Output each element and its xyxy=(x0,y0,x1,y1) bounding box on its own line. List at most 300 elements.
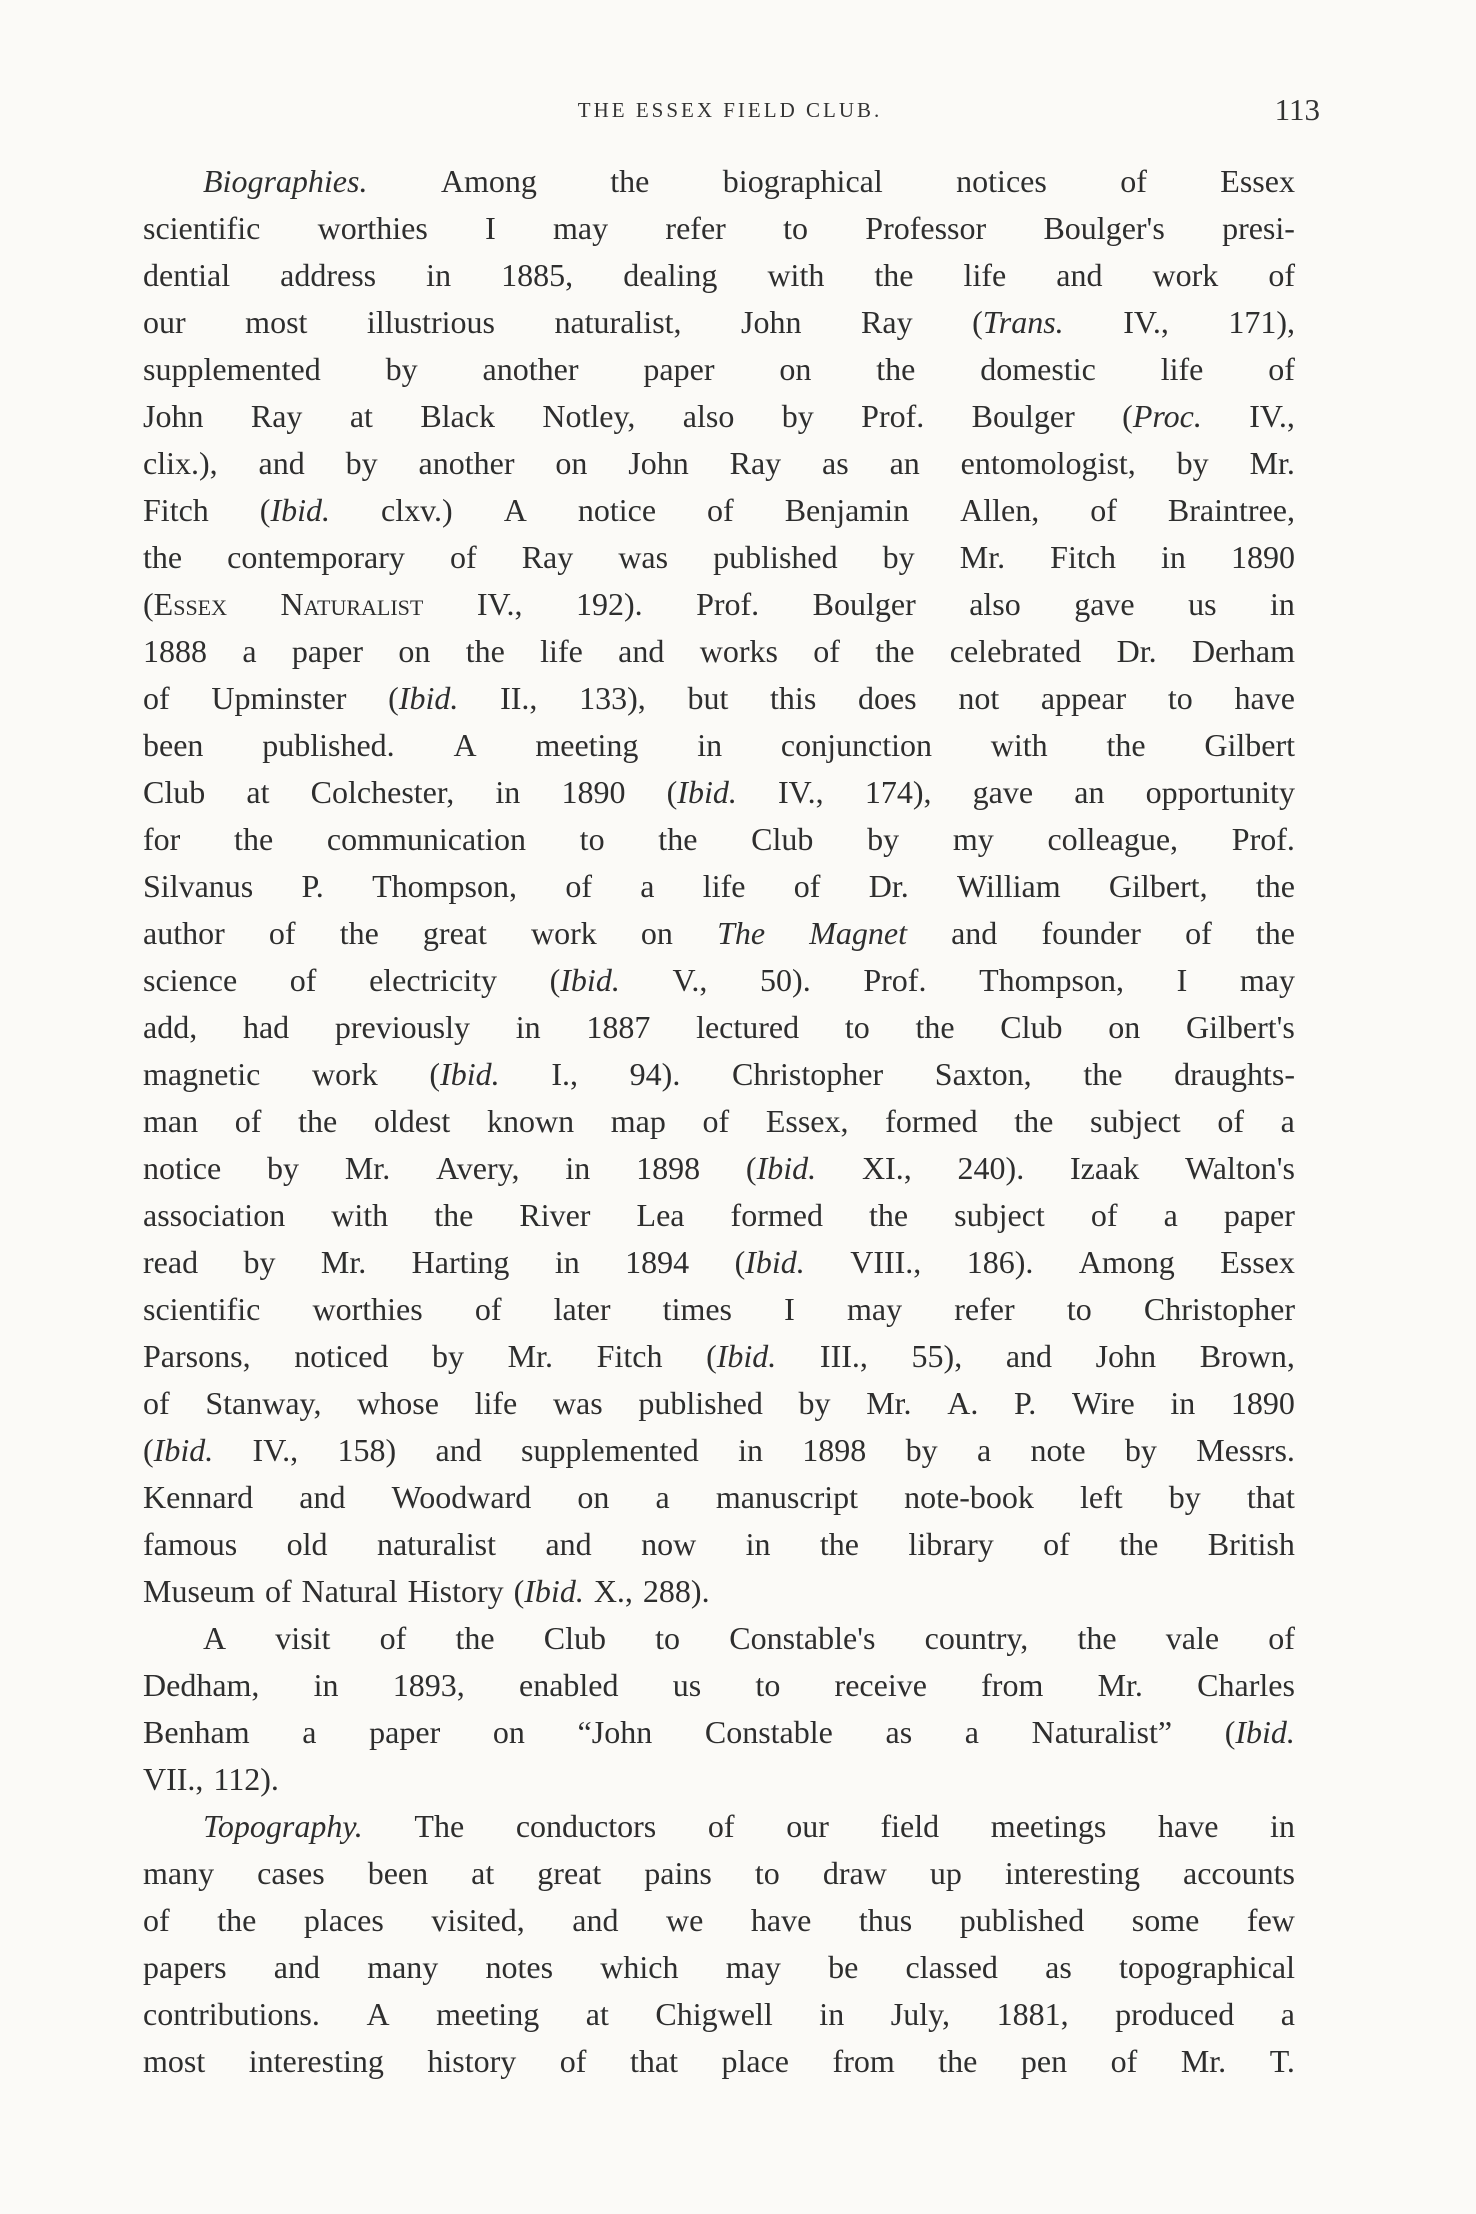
word xyxy=(374,1098,450,1145)
word xyxy=(1014,1380,1036,1427)
word-text: at xyxy=(246,774,270,810)
word-text: the xyxy=(1014,1103,1054,1139)
word-text: a xyxy=(640,868,655,904)
word xyxy=(553,205,608,252)
text-line xyxy=(143,581,1295,628)
word xyxy=(658,816,697,863)
word-text: Walton's xyxy=(1185,1150,1295,1186)
word-text: biographical xyxy=(722,163,883,199)
word xyxy=(869,1192,908,1239)
word-text: the xyxy=(1255,868,1295,904)
text-line xyxy=(143,252,1295,299)
word xyxy=(908,1521,993,1568)
word-text: paper xyxy=(291,633,363,669)
word-text: Prof. xyxy=(863,962,927,998)
word xyxy=(486,1944,554,1991)
word xyxy=(972,393,1075,440)
word-text: XI., xyxy=(861,1150,912,1186)
word-text: T. xyxy=(1269,2043,1295,2079)
word xyxy=(597,1333,663,1380)
word xyxy=(143,205,260,252)
word-text: the xyxy=(1106,727,1146,763)
word-text: author xyxy=(143,915,225,951)
word xyxy=(1158,1803,1218,1850)
word-text: by xyxy=(798,1385,831,1421)
word-text: a xyxy=(655,1479,670,1515)
word-text: in xyxy=(1161,539,1186,575)
word-text: 1890 xyxy=(1230,1385,1295,1421)
word xyxy=(1268,1615,1295,1662)
text-line xyxy=(143,1709,1295,1756)
word xyxy=(412,1239,510,1286)
word xyxy=(338,1427,397,1474)
word xyxy=(143,1568,255,1615)
word-text: many xyxy=(367,1949,439,1985)
word-text: A. xyxy=(947,1385,979,1421)
word-text: meetings xyxy=(990,1808,1107,1844)
word-text: Boulger's xyxy=(1043,210,1165,246)
word-text: notices xyxy=(956,163,1047,199)
word xyxy=(1115,1991,1234,2038)
word-text: up xyxy=(929,1855,962,1891)
word-text: on xyxy=(640,915,673,951)
text-line xyxy=(143,1944,1295,1991)
word xyxy=(833,2038,895,2085)
word-text: II., xyxy=(500,680,538,716)
word-text: great xyxy=(537,1855,602,1891)
word-text: papers xyxy=(143,1949,227,1985)
word xyxy=(420,393,495,440)
word xyxy=(859,1897,912,1944)
word xyxy=(504,487,527,534)
word-text: place xyxy=(721,2043,789,2079)
word-text: scientific xyxy=(143,210,261,246)
word-text: and xyxy=(1056,257,1103,293)
word-text: the xyxy=(298,1103,338,1139)
word-text: notes xyxy=(485,1949,554,1985)
word-text: 1888 xyxy=(143,633,207,669)
word-text: 1898 xyxy=(636,1150,701,1186)
word-text: Allen, xyxy=(960,492,1040,528)
word-text: the xyxy=(874,257,914,293)
word xyxy=(707,487,734,534)
word xyxy=(1032,1709,1172,1756)
word xyxy=(1000,1004,1062,1051)
word xyxy=(143,910,225,957)
word xyxy=(203,1803,363,1850)
word-text: V., xyxy=(672,962,708,998)
word-text: worthies xyxy=(312,1291,423,1327)
word xyxy=(1045,1944,1072,1991)
word-text: work xyxy=(311,1056,378,1092)
word-text: of xyxy=(449,539,477,575)
word xyxy=(1234,675,1294,722)
punctuation: ( xyxy=(666,774,678,810)
word-text: with xyxy=(767,257,825,293)
word xyxy=(1146,769,1295,816)
word-text: receive xyxy=(834,1667,927,1703)
word xyxy=(554,299,681,346)
word xyxy=(432,1333,464,1380)
word xyxy=(862,1145,912,1192)
word xyxy=(1043,205,1164,252)
word-text: Charles xyxy=(1197,1667,1295,1703)
word xyxy=(1047,816,1178,863)
word xyxy=(287,1521,328,1568)
word-text: our xyxy=(786,1808,829,1844)
word-text: science xyxy=(143,962,238,998)
word-text: John xyxy=(628,445,689,481)
word xyxy=(427,2038,516,2085)
word-text: was xyxy=(552,1385,603,1421)
italic-word: Ibid. xyxy=(398,680,459,716)
word-text: of xyxy=(474,1291,502,1327)
punctuation: ( xyxy=(429,1056,441,1092)
word xyxy=(760,957,811,1004)
word-text: 1881, xyxy=(996,1996,1069,2032)
word-text: subject xyxy=(1090,1103,1181,1139)
word-text: published xyxy=(638,1385,763,1421)
word xyxy=(143,2038,205,2085)
word-text: by xyxy=(1176,445,1209,481)
word xyxy=(542,393,635,440)
word-text: 158) xyxy=(337,1432,397,1468)
word-text: Upminster xyxy=(211,680,347,716)
word-text: on xyxy=(555,445,588,481)
word-text: work xyxy=(1152,257,1219,293)
word xyxy=(865,769,932,816)
word-text: many xyxy=(143,1855,215,1891)
word xyxy=(143,440,218,487)
word-text: Mr. xyxy=(344,1150,391,1186)
word xyxy=(436,1991,539,2038)
word-text: VII., xyxy=(143,1761,204,1797)
word xyxy=(1090,487,1117,534)
word xyxy=(925,1615,1029,1662)
word xyxy=(1185,910,1212,957)
word-text: and xyxy=(1005,1338,1053,1374)
word xyxy=(560,2038,587,2085)
word xyxy=(1153,252,1219,299)
word-text: a xyxy=(1280,1996,1295,2032)
word-text: 288). xyxy=(642,1573,710,1609)
word-text: gave xyxy=(972,774,1034,810)
word xyxy=(610,158,649,205)
word-text: the xyxy=(1119,1526,1159,1562)
word-text: subject xyxy=(954,1197,1045,1233)
word-text: Mr. xyxy=(866,1385,912,1421)
word-text: notice xyxy=(577,492,657,528)
word xyxy=(143,1004,197,1051)
word xyxy=(885,1709,912,1756)
word-text: pains xyxy=(644,1855,712,1891)
word xyxy=(450,534,477,581)
word xyxy=(245,299,307,346)
word-text: a xyxy=(242,633,257,669)
word xyxy=(1125,1427,1157,1474)
word xyxy=(1196,1427,1295,1474)
word-text: of xyxy=(1120,163,1147,199)
word xyxy=(731,1192,823,1239)
text-line xyxy=(143,1615,1295,1662)
word-text: for xyxy=(143,821,181,857)
word xyxy=(876,346,915,393)
word-text: was xyxy=(618,539,669,575)
word xyxy=(1090,1098,1181,1145)
word-text: the xyxy=(465,633,505,669)
word-text: John xyxy=(741,304,802,340)
word-text: 1890 xyxy=(1231,539,1295,575)
word-text: paper xyxy=(369,1714,441,1750)
word xyxy=(1270,2038,1295,2085)
word-text: of xyxy=(143,1902,170,1938)
word-text: of xyxy=(234,1103,262,1139)
word xyxy=(143,1756,203,1803)
word-text: paper xyxy=(643,351,715,387)
word xyxy=(672,957,707,1004)
word xyxy=(555,440,587,487)
word-text: this xyxy=(770,680,817,716)
word xyxy=(388,675,458,722)
word xyxy=(312,1286,422,1333)
word xyxy=(828,1944,858,1991)
word-text: our xyxy=(143,304,186,340)
word-text: by xyxy=(781,398,814,434)
word-text: I xyxy=(1176,962,1188,998)
word xyxy=(623,252,717,299)
word-text: in xyxy=(313,1667,339,1703)
word xyxy=(958,1145,1025,1192)
word xyxy=(380,1615,407,1662)
word-text: does xyxy=(857,680,917,716)
word-text: entomologist, xyxy=(960,445,1136,481)
word xyxy=(1041,675,1126,722)
word xyxy=(746,1145,816,1192)
word-text: draw xyxy=(822,1855,887,1891)
word xyxy=(453,722,476,769)
word xyxy=(419,440,515,487)
word xyxy=(304,1897,384,1944)
word-text: the xyxy=(455,1620,495,1656)
italic-word: Trans. xyxy=(982,304,1064,340)
word xyxy=(875,628,914,675)
word xyxy=(367,1944,438,1991)
word xyxy=(644,1850,712,1897)
word xyxy=(143,1286,260,1333)
word xyxy=(1177,957,1188,1004)
word xyxy=(904,1474,1034,1521)
word xyxy=(947,1380,978,1427)
word xyxy=(1077,1615,1116,1662)
word-text: Mr. xyxy=(320,1244,367,1280)
italic-word: Ibid. xyxy=(524,1573,584,1609)
word xyxy=(700,628,778,675)
text-line xyxy=(143,440,1295,487)
word xyxy=(881,1803,940,1850)
word-text: also xyxy=(969,586,1021,622)
italic-word: Ibid. xyxy=(677,774,737,810)
word xyxy=(436,1145,520,1192)
word-text: naturalist xyxy=(376,1526,497,1562)
word xyxy=(1014,1098,1053,1145)
word-text: a xyxy=(302,1714,317,1750)
word-text: A xyxy=(366,1996,390,2032)
punctuation: ( xyxy=(388,680,399,716)
word-text: by xyxy=(882,539,915,575)
word-text: clxv.) xyxy=(381,492,453,528)
word-text: 1887 xyxy=(586,1009,651,1045)
word-text: Dedham, xyxy=(143,1667,260,1703)
word-text: 1893, xyxy=(392,1667,465,1703)
word xyxy=(143,1897,170,1944)
word-text: Avery, xyxy=(436,1150,520,1186)
text-line xyxy=(143,1286,1295,1333)
word-text: life xyxy=(963,257,1007,293)
word xyxy=(1174,1051,1295,1098)
text-line xyxy=(143,1991,1295,2038)
word-text: Gilbert's xyxy=(1186,1009,1295,1045)
word-text: Mr. xyxy=(1249,445,1295,481)
word-text: in xyxy=(745,1526,771,1562)
word-text: British xyxy=(1207,1526,1295,1562)
word-text: in xyxy=(697,727,723,763)
word xyxy=(726,1944,781,1991)
word-text: may xyxy=(1239,962,1295,998)
word xyxy=(1106,722,1145,769)
word xyxy=(565,1145,590,1192)
word-text: Constable xyxy=(704,1714,833,1750)
word-text: on xyxy=(398,633,431,669)
word xyxy=(1043,1521,1070,1568)
word-text: clix.), xyxy=(143,445,218,481)
word xyxy=(850,1239,921,1286)
word xyxy=(1281,1991,1295,2038)
word xyxy=(751,1897,811,1944)
word xyxy=(143,1709,250,1756)
word-text: few xyxy=(1246,1902,1295,1938)
word xyxy=(143,769,205,816)
word-text: published. xyxy=(262,727,395,763)
word xyxy=(262,722,394,769)
word xyxy=(1183,1850,1295,1897)
word xyxy=(203,158,367,205)
text-line xyxy=(143,393,1295,440)
word xyxy=(1108,1004,1140,1051)
word-text: may xyxy=(847,1291,903,1327)
word-text: refer xyxy=(954,1291,1015,1327)
word xyxy=(477,581,523,628)
word-text: gave xyxy=(1074,586,1135,622)
word xyxy=(275,1615,330,1662)
word-text: by xyxy=(385,351,418,387)
word-text: an xyxy=(889,445,920,481)
word-text: of xyxy=(1090,1197,1118,1233)
word xyxy=(960,534,1005,581)
running-head xyxy=(140,92,1320,132)
word xyxy=(847,1286,902,1333)
word xyxy=(951,910,997,957)
word-text: Prof. xyxy=(696,586,760,622)
word xyxy=(345,1145,390,1192)
word xyxy=(576,581,643,628)
word xyxy=(1270,1803,1295,1850)
italic-word: Ibid. xyxy=(270,492,330,528)
word-text: of xyxy=(1043,1526,1070,1562)
word xyxy=(243,1004,289,1051)
punctuation: ( xyxy=(259,492,271,528)
word-text: as xyxy=(1045,1949,1072,1985)
punctuation: ( xyxy=(513,1573,525,1609)
word-text: an xyxy=(1074,774,1105,810)
word xyxy=(997,1991,1069,2038)
word xyxy=(257,1850,325,1897)
word-text: at xyxy=(585,1996,609,2032)
word-text: John xyxy=(143,398,204,434)
word-text: Mr. xyxy=(1180,2043,1227,2079)
word xyxy=(716,1474,858,1521)
word-text: may xyxy=(553,210,609,246)
word-text: the xyxy=(339,915,379,951)
word-text: most xyxy=(143,2043,206,2079)
word xyxy=(1231,534,1295,581)
word-text: manuscript xyxy=(715,1479,858,1515)
italic-word: Ibid. xyxy=(756,1150,817,1186)
word-text: Mr. xyxy=(507,1338,554,1374)
word xyxy=(1181,2038,1226,2085)
word-text: Notley, xyxy=(542,398,636,434)
word xyxy=(290,957,317,1004)
word-text: address xyxy=(280,257,377,293)
word xyxy=(335,1004,470,1051)
word xyxy=(663,1286,732,1333)
italic-word: Biographies. xyxy=(203,163,368,199)
word-text: P. xyxy=(301,868,324,904)
running-title: THE ESSEX FIELD CLUB. xyxy=(577,98,883,122)
word-text: by xyxy=(1168,1479,1201,1515)
word xyxy=(782,393,814,440)
word xyxy=(1080,1474,1123,1521)
word-text: from xyxy=(832,2043,895,2079)
word xyxy=(912,1333,963,1380)
word xyxy=(426,252,451,299)
word xyxy=(531,910,597,957)
word-text: to xyxy=(1167,680,1193,716)
word xyxy=(143,252,230,299)
word-text: notice xyxy=(143,1150,222,1186)
text-line xyxy=(143,957,1295,1004)
text-line xyxy=(143,1803,1295,1850)
word xyxy=(1220,1239,1295,1286)
word-text: by xyxy=(345,445,378,481)
text-line xyxy=(143,1756,1295,1803)
word-text: add, xyxy=(143,1009,198,1045)
word xyxy=(973,769,1033,816)
text-line xyxy=(143,158,1295,205)
italic-word: Ibid. xyxy=(440,1056,500,1092)
page-number: 113 xyxy=(1274,92,1320,127)
word xyxy=(143,1427,213,1474)
word xyxy=(1170,1380,1195,1427)
text-line xyxy=(143,1897,1295,1944)
word-text: of xyxy=(1090,492,1117,528)
word xyxy=(960,487,1039,534)
word-text: Benjamin xyxy=(784,492,910,528)
word-text: famous xyxy=(143,1526,238,1562)
word xyxy=(696,581,759,628)
word xyxy=(1247,1474,1295,1521)
word-text: life xyxy=(702,868,746,904)
text-line xyxy=(143,487,1295,534)
